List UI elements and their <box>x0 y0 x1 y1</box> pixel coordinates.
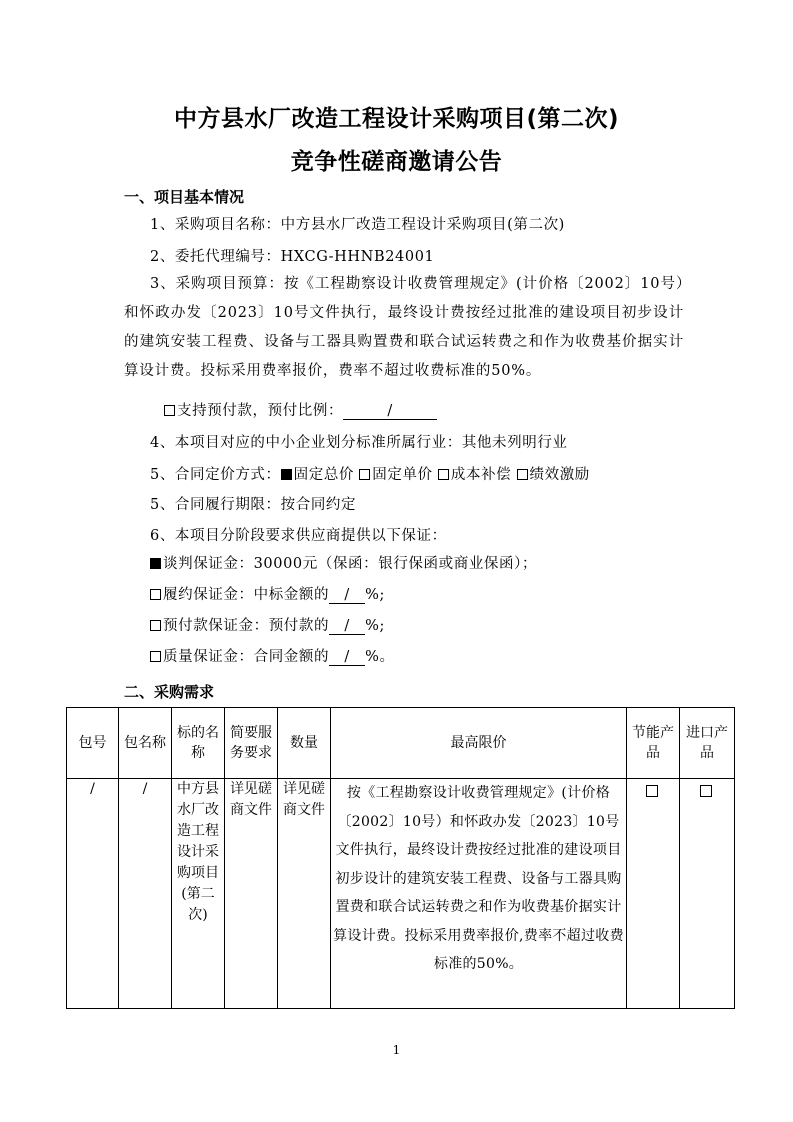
doc-title-line2: 竞争性磋商邀请公告 <box>290 149 503 175</box>
cell-imported <box>680 779 735 1009</box>
pricing-cost-comp-checkbox[interactable] <box>438 469 449 480</box>
bond-prepay-pct: %; <box>365 618 385 634</box>
bond-quality-label: 质量保证金：合同金额的 <box>163 649 330 665</box>
requirements-table <box>66 707 735 1009</box>
item-agency-code: 2、委托代理编号：HXCG-HHNB24001 <box>150 249 435 265</box>
item-project-name: 1、采购项目名称：中方县水厂改造工程设计采购项目(第二次) <box>150 217 565 233</box>
pricing-performance-checkbox[interactable] <box>517 469 528 480</box>
item-budget: 3、采购项目预算：按《工程勘察设计收费管理规定》(计价格〔2002〕10号）和怀政办发〔2023〕10号文件执行，最终设计费按经过批准的建设项目初步设计的建筑安装工程费、设备与工器具购置费和联合试运转费之和作为收费基价据实计算设计费。投标采用费率报价，费率不超过收费标准的50%。 <box>124 276 684 379</box>
section2-heading: 二、采购需求 <box>124 683 215 701</box>
bond-quality-value: / <box>329 649 365 666</box>
cell-subject: 中方县水厂改造工程设计采购项目(第二次) <box>172 779 225 1009</box>
bond-prepay-value: / <box>329 618 365 635</box>
table-row <box>67 779 735 1009</box>
bond-prepay-line <box>150 614 385 635</box>
header-quantity: 数量 <box>278 708 331 779</box>
bond-performance-line <box>150 583 385 604</box>
header-subject: 标的名称 <box>172 708 225 779</box>
header-imported: 进口产品 <box>680 708 735 779</box>
imported-checkbox[interactable] <box>700 785 712 797</box>
pricing-fixed-unit-checkbox[interactable] <box>359 469 370 480</box>
bond-negotiation-line <box>150 552 537 573</box>
bond-negotiation-text: 谈判保证金：30000元（保函：银行保函或商业保函）； <box>163 556 538 572</box>
pricing-line <box>150 463 590 484</box>
bond-performance-checkbox[interactable] <box>150 589 161 600</box>
item-guarantee-intro: 6、本项目分阶段要求供应商提供以下保证： <box>150 528 447 544</box>
cell-pkg-no: / <box>67 779 119 1009</box>
header-pkg-no: 包号 <box>67 708 119 779</box>
cell-quantity: 详见磋商文件 <box>278 779 331 1009</box>
pricing-option-4: 绩效激励 <box>529 467 590 483</box>
cell-energy-saving <box>627 779 680 1009</box>
item-contract-term: 5、合同履行期限：按合同约定 <box>150 497 357 513</box>
cell-service: 详见磋商文件 <box>225 779 278 1009</box>
bond-performance-pct: %; <box>365 587 385 603</box>
prepay-label: 支持预付款，预付比例： <box>177 403 344 419</box>
cell-max-price: 按《工程勘察设计收费管理规定》(计价格〔2002〕10号）和怀政办发〔2023〕10号文件执行，最终设计费按经过批准的建设项目初步设计的建筑安装工程费、设备与工器具购置费和联合试运转费之和作为收费基价据实计算设计费。投标采用费率报价,费率不超过收费标准的50%。 <box>331 779 627 1009</box>
doc-title-line1: 中方县水厂改造工程设计采购项目(第二次) <box>173 106 620 132</box>
header-service: 简要服务要求 <box>225 708 278 779</box>
prepay-ratio-value: / <box>343 403 437 420</box>
item-industry: 4、本项目对应的中小企业划分标准所属行业：其他未列明行业 <box>150 435 568 451</box>
pricing-label: 5、合同定价方式： <box>150 467 281 483</box>
bond-performance-value: / <box>329 587 365 604</box>
header-energy-saving: 节能产品 <box>627 708 680 779</box>
energy-saving-checkbox[interactable] <box>646 785 658 797</box>
bond-prepay-label: 预付款保证金：预付款的 <box>163 618 330 634</box>
bond-negotiation-checkbox[interactable] <box>150 558 161 569</box>
prepay-line <box>164 399 437 420</box>
header-max-price: 最高限价 <box>331 708 627 779</box>
bond-quality-pct: %。 <box>365 649 395 665</box>
bond-performance-label: 履约保证金：中标金额的 <box>163 587 330 603</box>
page-number: 1 <box>392 1043 401 1057</box>
pricing-option-1: 固定总价 <box>293 467 355 483</box>
section1-heading: 一、项目基本情况 <box>124 188 245 206</box>
bond-prepay-checkbox[interactable] <box>150 620 161 631</box>
bond-quality-line <box>150 645 395 666</box>
cell-pkg-name: / <box>119 779 172 1009</box>
header-pkg-name: 包名称 <box>119 708 172 779</box>
bond-quality-checkbox[interactable] <box>150 651 161 662</box>
pricing-option-2: 固定单价 <box>372 467 433 483</box>
prepay-checkbox[interactable] <box>164 405 175 416</box>
pricing-option-3: 成本补偿 <box>450 467 512 483</box>
pricing-fixed-total-checkbox[interactable] <box>281 469 292 480</box>
table-header-row <box>67 708 735 779</box>
